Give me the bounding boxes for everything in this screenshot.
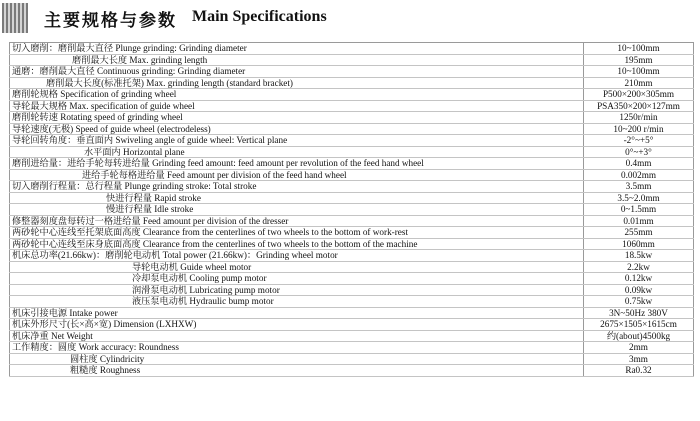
spec-value: 3.5mm (584, 181, 694, 193)
spec-row (10, 158, 694, 170)
spec-row (10, 284, 694, 296)
spec-value: 10~200 r/min (584, 123, 694, 135)
spec-label: 导轮回转角度：垂直面内 Swiveling angle of guide wheel: Vertical plane (10, 135, 584, 147)
spec-value: 3.5~2.0mm (584, 192, 694, 204)
spec-row (10, 146, 694, 158)
spec-row (10, 204, 694, 216)
header-stripes-decoration (2, 3, 28, 33)
spec-value: 2.2kw (584, 261, 694, 273)
spec-row (10, 250, 694, 262)
spec-value: 10~100mm (584, 43, 694, 55)
spec-row (10, 112, 694, 124)
spec-label: 机床外形尺寸(长×高×宽) Dimension (LXHXW) (10, 319, 584, 331)
spec-value: 255mm (584, 227, 694, 239)
spec-label: 导轮最大规格 Max. specification of guide wheel (10, 100, 584, 112)
specifications-table (9, 42, 694, 377)
spec-value: 0~1.5mm (584, 204, 694, 216)
spec-value: 210mm (584, 77, 694, 89)
spec-value: 0.75kw (584, 296, 694, 308)
spec-row (10, 238, 694, 250)
spec-value: PSA350×200×127mm (584, 100, 694, 112)
spec-row (10, 273, 694, 285)
spec-label: 机床总功率(21.66kw)：磨削轮电动机 Total power (21.66kw)：Grinding wheel motor (10, 250, 584, 262)
spec-label: 磨削最大长度(标准托架) Max. grinding length (standard bracket) (10, 77, 584, 89)
spec-label: 两砂轮中心连线至床身底面高度 Clearance from the centerlines of two wheels to the bottom of the machine (10, 238, 584, 250)
spec-label: 慢进行程量 Idle stroke (10, 204, 584, 216)
spec-label: 水平面内 Horizontal plane (10, 146, 584, 158)
spec-value: P500×200×305mm (584, 89, 694, 101)
spec-row (10, 330, 694, 342)
spec-value: 0.01mm (584, 215, 694, 227)
spec-label: 工作精度：圆度 Work accuracy: Roundness (10, 342, 584, 354)
spec-row (10, 192, 694, 204)
spec-label: 磨削最大长度 Max. grinding length (10, 54, 584, 66)
spec-row (10, 353, 694, 365)
spec-row (10, 307, 694, 319)
spec-row (10, 54, 694, 66)
spec-label: 冷却泵电动机 Cooling pump motor (10, 273, 584, 285)
spec-row (10, 66, 694, 78)
spec-value: 0.4mm (584, 158, 694, 170)
spec-label: 粗糙度 Roughness (10, 365, 584, 377)
spec-value: Ra0.32 (584, 365, 694, 377)
spec-value: 0.002mm (584, 169, 694, 181)
header (0, 0, 700, 36)
spec-value: 0.09kw (584, 284, 694, 296)
spec-label: 切入磨削行程量：总行程量 Plunge grinding stroke: Total stroke (10, 181, 584, 193)
spec-row (10, 123, 694, 135)
spec-value: -2°~+5° (584, 135, 694, 147)
spec-value: 约(about)4500kg (584, 330, 694, 342)
spec-label: 机床引接电源 Intake power (10, 307, 584, 319)
spec-row (10, 365, 694, 377)
spec-value: 1060mm (584, 238, 694, 250)
spec-row (10, 342, 694, 354)
spec-value: 0.12kw (584, 273, 694, 285)
spec-value: 10~100mm (584, 66, 694, 78)
spec-value: 1250r/min (584, 112, 694, 124)
spec-label: 磨削轮转速 Rotating speed of grinding wheel (10, 112, 584, 124)
spec-row (10, 227, 694, 239)
spec-value: 2675×1505×1615cm (584, 319, 694, 331)
title-chinese: 主要规格与参数 (44, 11, 177, 31)
spec-value: 195mm (584, 54, 694, 66)
spec-row (10, 215, 694, 227)
spec-label: 两砂轮中心连线至托架底面高度 Clearance from the centerlines of two wheels to the bottom of work-rest (10, 227, 584, 239)
spec-value: 0°~+3° (584, 146, 694, 158)
spec-row (10, 296, 694, 308)
spec-row (10, 261, 694, 273)
spec-label: 修整器刻度盘每转过一格进给量 Feed amount per division of the dresser (10, 215, 584, 227)
spec-label: 进给手轮每格进给量 Feed amount per division of the feed hand wheel (10, 169, 584, 181)
spec-label: 通磨：磨削最大直径 Continuous grinding: Grinding diameter (10, 66, 584, 78)
spec-label: 磨削轮规格 Specification of grinding wheel (10, 89, 584, 101)
spec-label: 磨削进给量：进给手轮每转进给量 Grinding feed amount: feed amount per revolution of the feed hand wheel (10, 158, 584, 170)
spec-row (10, 100, 694, 112)
spec-row (10, 181, 694, 193)
spec-label: 切入磨削：磨削最大直径 Plunge grinding: Grinding diameter (10, 43, 584, 55)
spec-label: 导轮速度(无极) Speed of guide wheel (electrodeless) (10, 123, 584, 135)
spec-row (10, 135, 694, 147)
spec-row (10, 319, 694, 331)
spec-value: 2mm (584, 342, 694, 354)
title-english: Main Specifications (192, 8, 327, 25)
spec-label: 润滑泵电动机 Lubricating pump motor (10, 284, 584, 296)
spec-label: 机床净重 Net Weight (10, 330, 584, 342)
spec-label: 导轮电动机 Guide wheel motor (10, 261, 584, 273)
spec-row (10, 43, 694, 55)
specifications-table-body (10, 43, 694, 377)
spec-row (10, 169, 694, 181)
spec-value: 3mm (584, 353, 694, 365)
spec-label: 圆柱度 Cylindricity (10, 353, 584, 365)
spec-row (10, 77, 694, 89)
spec-value: 18.5kw (584, 250, 694, 262)
spec-row (10, 89, 694, 101)
spec-label: 快进行程量 Rapid stroke (10, 192, 584, 204)
spec-label: 液压泵电动机 Hydraulic bump motor (10, 296, 584, 308)
spec-value: 3N~50Hz 380V (584, 307, 694, 319)
